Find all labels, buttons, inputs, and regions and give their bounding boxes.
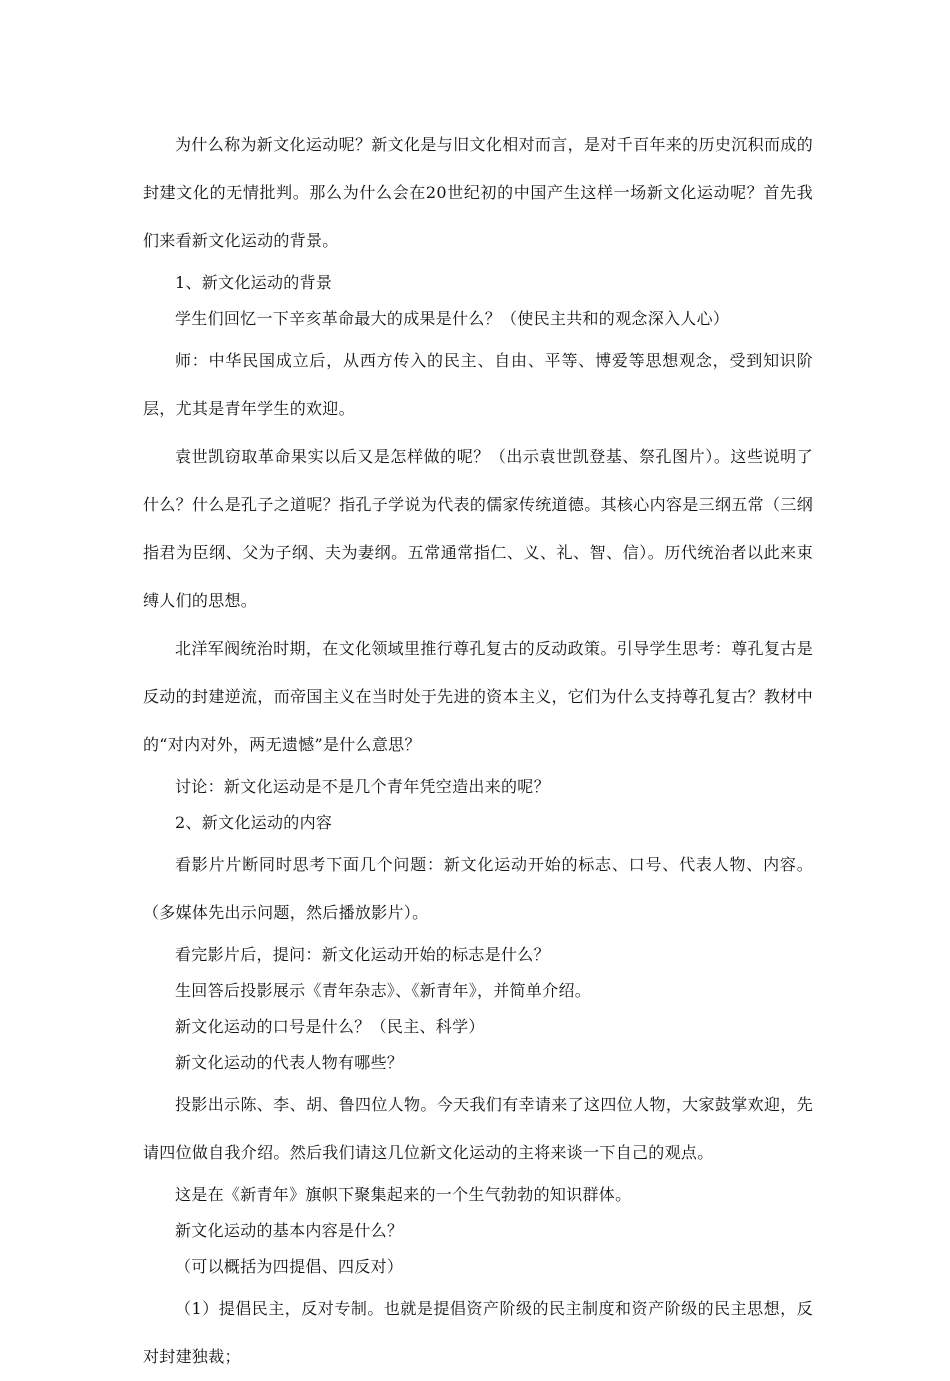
document-body (143, 121, 813, 1381)
paragraph-slogan: 新文化运动的口号是什么？（民主、科学） (175, 1017, 485, 1036)
paragraph-magazine: 生回答后投影展示《青年杂志》、《新青年》，并简单介绍。 (175, 981, 592, 1000)
paragraph-four-figures: 投影出示陈、李、胡、鲁四位人物。今天我们有幸请来了这四位人物，大家鼓掌欢迎，先请四位做自我介绍。然后我们请这几位新文化运动的主将来谈一下自己的观点。 (143, 1095, 813, 1162)
paragraph-beiyang: 北洋军阀统治时期，在文化领域里推行尊孔复古的反动政策。引导学生思考：尊孔复古是反动的封建逆流，而帝国主义在当时处于先进的资本主义，它们为什么支持尊孔复古？教材中的“对内对外，两无遗憾”是什么意思？ (143, 639, 813, 754)
paragraph-yuan-shikai: 袁世凯窃取革命果实以后又是怎样做的呢？（出示袁世凯登基、祭孔图片）。这些说明了什么？什么是孔子之道呢？指孔子学说为代表的儒家传统道德。其核心内容是三纲五常（三纲指君为臣纲、父为子纲、夫为妻纲。五常通常指仁、义、礼、智、信）。历代统治者以此来束缚人们的思想。 (143, 447, 813, 610)
heading-background: 1、新文化运动的背景 (175, 273, 333, 292)
paragraph-intro: 为什么称为新文化运动呢？新文化是与旧文化相对而言，是对千百年来的历史沉积而成的封建文化的无情批判。那么为什么会在20世纪初的中国产生这样一场新文化运动呢？首先我们来看新文化运动的背景。 (143, 135, 813, 250)
paragraph-question-revolution: 学生们回忆一下辛亥革命最大的成果是什么？（使民主共和的观念深入人心） (175, 309, 730, 328)
paragraph-film: 看影片片断同时思考下面几个问题：新文化运动开始的标志、口号、代表人物、内容。（多媒体先出示问题，然后播放影片）。 (143, 855, 813, 922)
paragraph-figures-question: 新文化运动的代表人物有哪些？ (175, 1053, 404, 1072)
heading-content: 2、新文化运动的内容 (175, 813, 333, 832)
paragraph-discussion: 讨论：新文化运动是不是几个青年凭空造出来的呢？ (175, 777, 550, 796)
paragraph-new-youth-group: 这是在《新青年》旗帜下聚集起来的一个生气勃勃的知识群体。 (175, 1185, 632, 1204)
paragraph-point-one: （1）提倡民主，反对专制。也就是提倡资产阶级的民主制度和资产阶级的民主思想，反对封建独裁； (143, 1299, 813, 1366)
paragraph-basic-content: 新文化运动的基本内容是什么？ (175, 1221, 404, 1240)
paragraph-teacher-intro: 师：中华民国成立后，从西方传入的民主、自由、平等、博爱等思想观念，受到知识阶层，尤其是青年学生的欢迎。 (143, 351, 813, 418)
paragraph-after-film: 看完影片后，提问：新文化运动开始的标志是什么？ (175, 945, 550, 964)
paragraph-summary: （可以概括为四提倡、四反对） (175, 1257, 404, 1276)
